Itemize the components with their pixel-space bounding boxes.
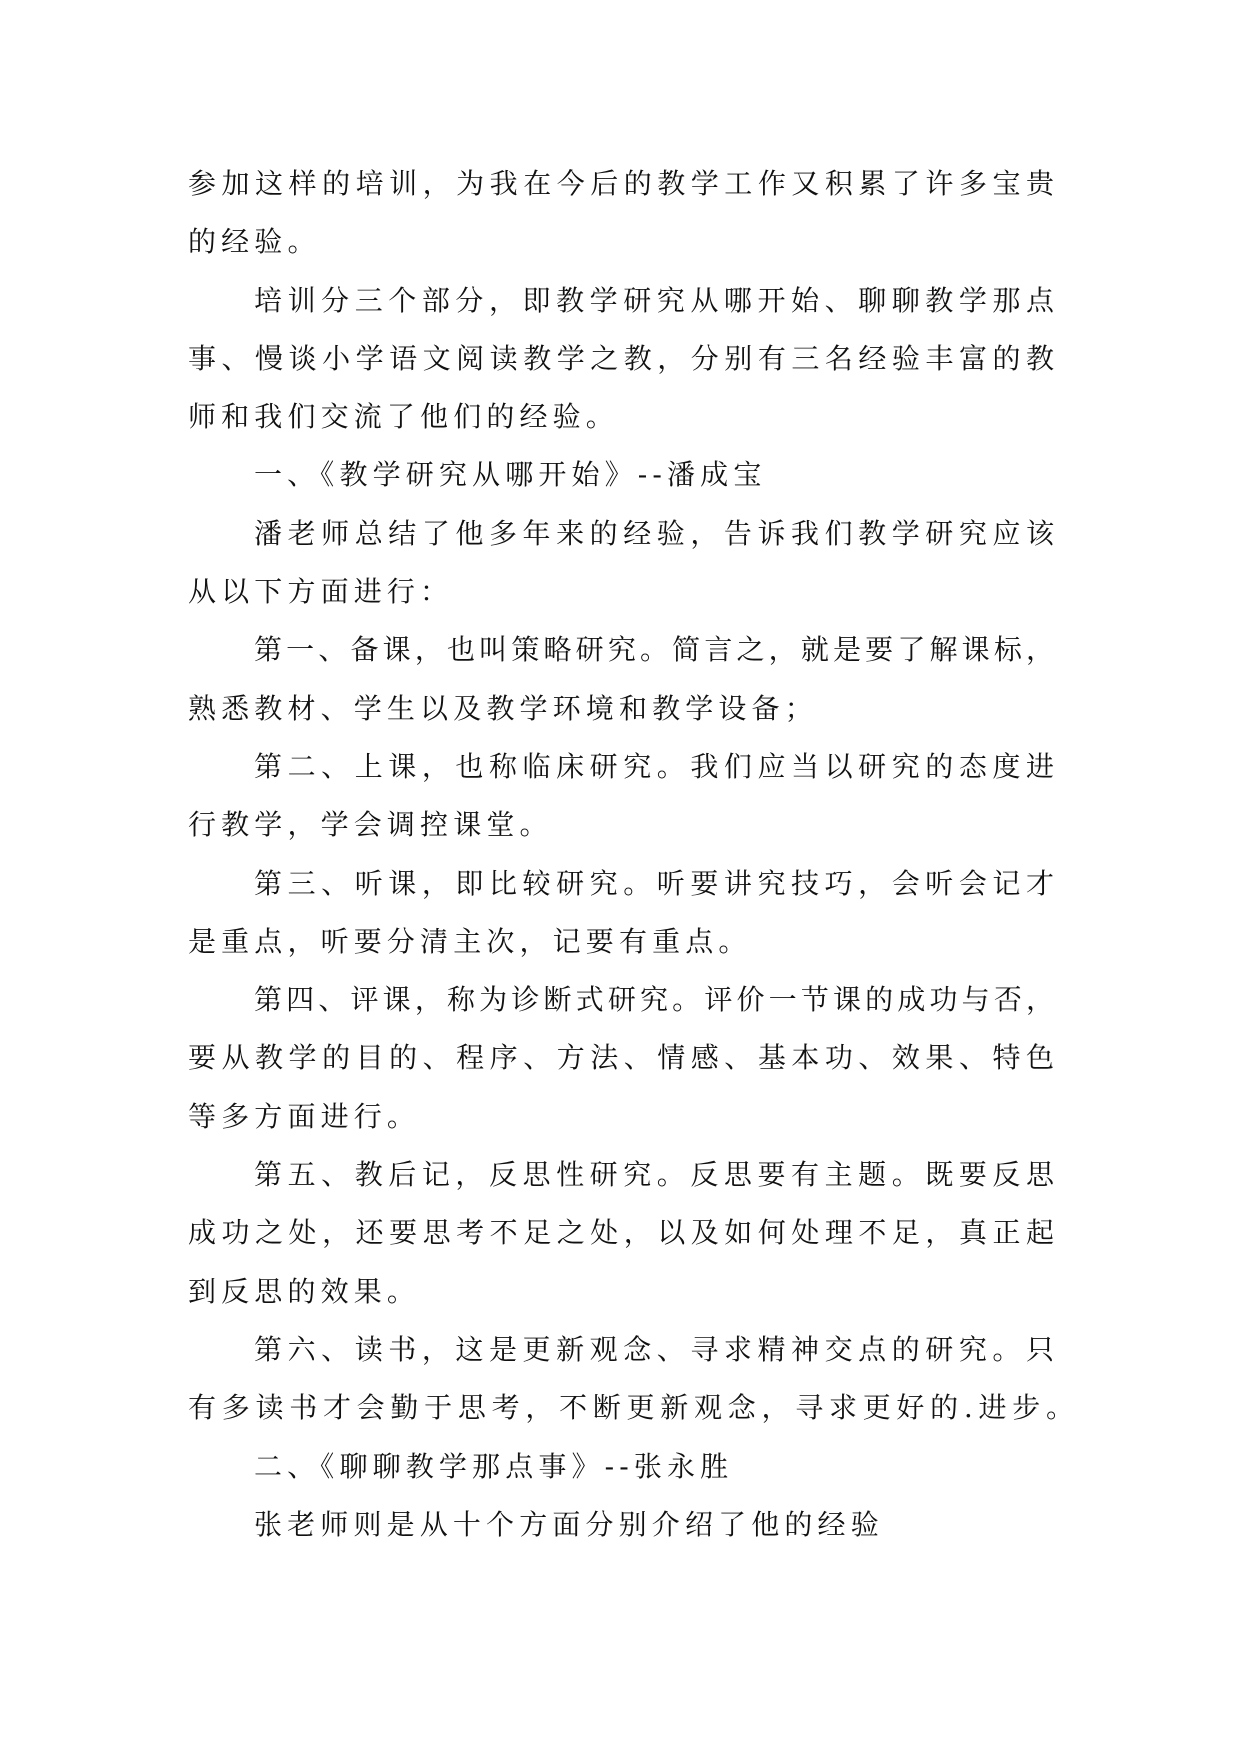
paragraph-line: 到反思的效果。 [188,1274,421,1308]
paragraph-line: 的经验。 [188,225,321,259]
research-point [188,855,1054,972]
paragraph-line: 事、慢谈小学语文阅读教学之教，分别有三名经验丰富的教 [188,341,1054,375]
paragraph-line: 张老师则是从十个方面分别介绍了他的经验 [254,1507,884,1541]
paragraph-line: 从以下方面进行： [188,575,454,609]
paragraph-line: 有多读书才会勤于思考，不断更新观念，寻求更好的.进步。 [188,1391,1074,1425]
paragraph-line: 第六、读书，这是更新观念、寻求精神交点的研究。只 [254,1332,1054,1366]
paragraph-line: 是重点，听要分清主次，记要有重点。 [188,924,752,958]
section-heading: 一、《教学研究从哪开始》--潘成宝 [254,458,767,492]
paragraph-line: 第四、评课，称为诊断式研究。评价一节课的成功与否， [254,983,1054,1017]
section-heading: 二、《聊聊教学那点事》--张永胜 [254,1449,734,1483]
overview-paragraph [188,272,1054,447]
paragraph-line: 成功之处，还要思考不足之处，以及如何处理不足，真正起 [188,1216,1054,1250]
paragraph-line: 等多方面进行。 [188,1099,421,1133]
paragraph-line: 第一、备课，也叫策略研究。简言之，就是要了解课标， [254,633,1054,667]
section-lead-paragraph [188,1496,1054,1554]
paragraph-line: 要从教学的目的、程序、方法、情感、基本功、效果、特色 [188,1041,1054,1075]
research-point [188,1321,1074,1438]
paragraph-line: 第二、上课，也称临床研究。我们应当以研究的态度进 [254,749,1054,783]
paragraph-line: 师和我们交流了他们的经验。 [188,400,619,434]
research-point [188,971,1054,1146]
research-point [188,738,1054,855]
section-lead-paragraph [188,505,1054,622]
paragraph-line: 潘老师总结了他多年来的经验，告诉我们教学研究应该 [254,516,1054,550]
paragraph-line: 行教学，学会调控课堂。 [188,808,553,842]
paragraph-line: 培训分三个部分，即教学研究从哪开始、聊聊教学那点 [254,283,1054,317]
paragraph-line: 第五、教后记，反思性研究。反思要有主题。既要反思 [254,1158,1054,1192]
paragraph-line: 第三、听课，即比较研究。听要讲究技巧，会听会记才 [254,866,1054,900]
paragraph-line: 熟悉教材、学生以及教学环境和教学设备； [188,691,818,725]
document-body [188,155,1074,1554]
research-point [188,621,1054,738]
paragraph-line: 参加这样的培训，为我在今后的教学工作又积累了许多宝贵 [188,167,1054,200]
research-point [188,1146,1054,1321]
continued-paragraph [188,155,1054,272]
